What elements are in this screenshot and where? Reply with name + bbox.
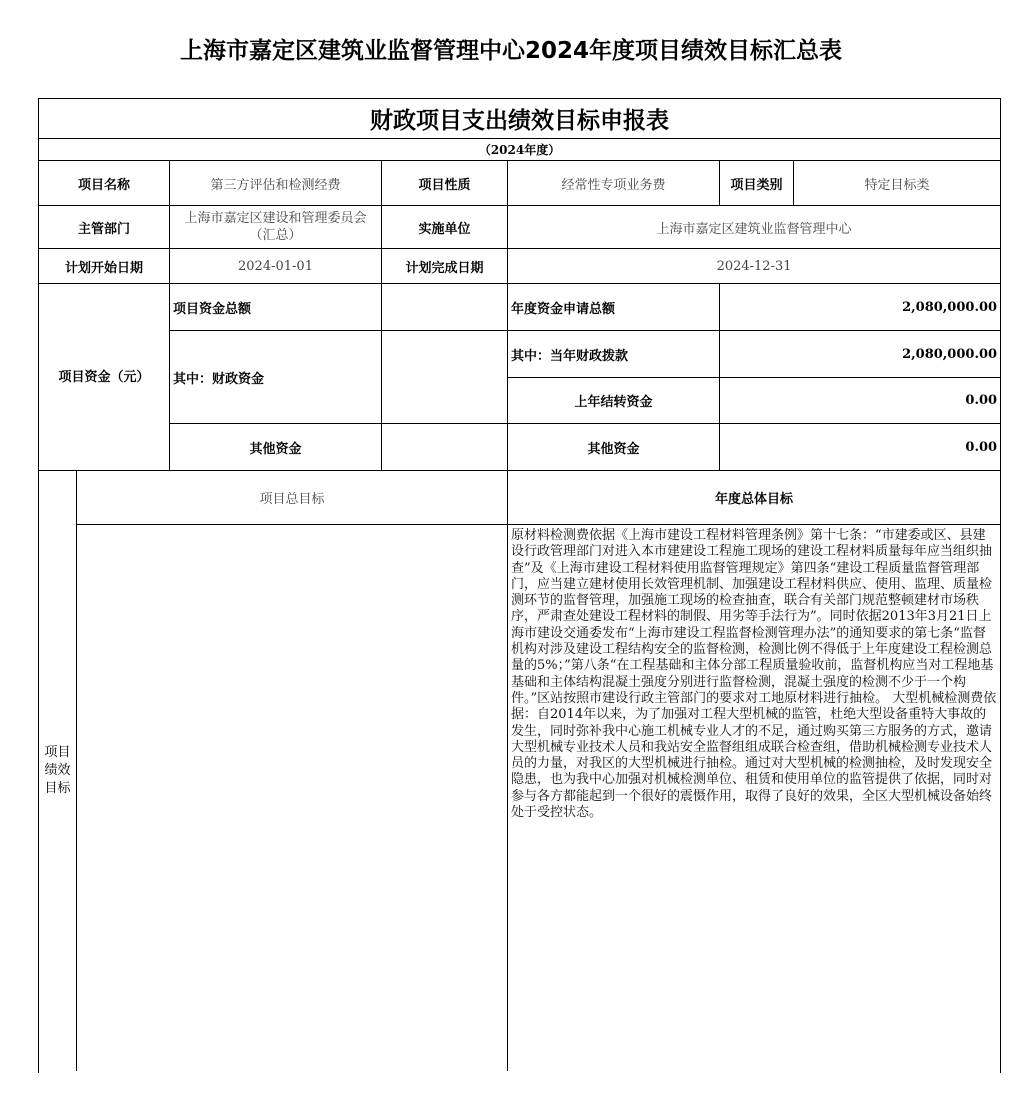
form-year-row <box>39 139 1001 161</box>
end-date-value: 2024-12-31 <box>508 249 1001 284</box>
date-row <box>39 249 1001 284</box>
fiscal-row <box>39 331 1001 378</box>
goals-side-text: 项目绩效目标 <box>44 744 71 796</box>
fund-total-label: 项目资金总额 <box>170 284 382 331</box>
annual-goal-label: 年度总体目标 <box>508 471 1001 525</box>
carryover-label: 上年结转资金 <box>508 378 720 424</box>
impl-label: 实施单位 <box>382 206 508 249</box>
project-nature-value: 经常性专项业务费 <box>508 161 720 206</box>
dept-label: 主管部门 <box>39 206 170 249</box>
department-row <box>39 206 1001 249</box>
current-year-label: 其中：当年财政拨款 <box>508 331 720 378</box>
form-title-row <box>39 99 1001 139</box>
project-type-label: 项目类别 <box>720 161 794 206</box>
start-date-label: 计划开始日期 <box>39 249 170 284</box>
form-year: （2024年度） <box>39 139 1001 161</box>
carryover-value: 0.00 <box>720 378 1001 424</box>
overall-goal-label: 项目总目标 <box>77 471 508 525</box>
impl-value: 上海市嘉定区建筑业监督管理中心 <box>508 206 1001 249</box>
fund-total-row <box>39 284 1001 331</box>
project-nature-label: 项目性质 <box>382 161 508 206</box>
other-funds-label: 其他资金 <box>170 424 382 471</box>
other-funds-value <box>382 424 508 471</box>
form-title: 财政项目支出绩效目标申报表 <box>39 99 1001 139</box>
other-funds-row <box>39 424 1001 471</box>
goals-side-label <box>39 471 77 1071</box>
funds-label: 项目资金（元） <box>39 284 170 471</box>
other-annual-value: 0.00 <box>720 424 1001 471</box>
current-year-value: 2,080,000.00 <box>720 331 1001 378</box>
annual-total-label: 年度资金申请总额 <box>508 284 720 331</box>
goals-body-row <box>39 525 1001 1071</box>
overall-goal-text <box>77 525 508 1071</box>
fiscal-value <box>382 331 508 424</box>
annual-total-value: 2,080,000.00 <box>720 284 1001 331</box>
annual-goal-text: 原材料检测费依据《上海市建设工程材料管理条例》第十七条：“市建委或区、县建设行政管理部门对进入本市建建设工程施工现场的建设工程材料质量每年应当组织抽查”及《上海市建设工程材料使用监督管理规定》第四条“建设工程质量监督管理部门，应当建立建材使用长效管理机制、加强建设工程材料供应、使用、监理、质量检测环节的监督管理，加强施工现场的检查抽查，联合有关部门规范整顿建材市场秩序，严肃查处建设工程材料的制假、用劣等手法行为”。同时依据2013年3月21日上海市建设交通委发布“上海市建设工程监督检测管理办法”的通知要求的第七条“监督机构对涉及建设工程结构安全的监督检测，检测比例不得低于上年度建设工程检测总量的5%；”第八条“在工程基础和主体分部工程质量验收前，监督机构应当对工程地基基础和主体结构混凝土强度分别进行监督检测，混凝土强度的检测不少于一个构件。”区站按照市建设行政主管部门的要求对工地原材料进行抽检。 大型机械检测费依据：自2014年以来，为了加强对工程大型机械的监管，杜绝大型设备重特大事故的发生，同时弥补我中心施工机械专业人才的不足，通过购买第三方服务的方式，邀请大型机械专业技术人员和我站安全监督组组成联合检查组，借助机械检测专业技术人员的力量，对我区的大型机械进行抽检。通过对大型机械的检测抽检，及时发现安全隐患，也为我中心加强对机械检测单位、租赁和使用单位的监管提供了依据，同时对参与各方都能起到一个很好的震慑作用，取得了良好的效果，全区大型机械设备始终处于受控状态。 <box>508 525 1001 1071</box>
other-annual-label: 其他资金 <box>508 424 720 471</box>
page-title: 上海市嘉定区建筑业监督管理中心2024年度项目绩效目标汇总表 <box>179 38 842 64</box>
project-name-row <box>39 161 1001 206</box>
dept-value: 上海市嘉定区建设和管理委员会（汇总） <box>170 206 382 249</box>
project-name-label: 项目名称 <box>39 161 170 206</box>
project-type-value: 特定目标类 <box>794 161 1001 206</box>
start-date-value: 2024-01-01 <box>170 249 382 284</box>
goals-header-row <box>39 471 1001 525</box>
fund-total-value <box>382 284 508 331</box>
end-date-label: 计划完成日期 <box>382 249 508 284</box>
performance-form-table <box>38 98 1001 1071</box>
project-name-value: 第三方评估和检测经费 <box>170 161 382 206</box>
fiscal-label: 其中：财政资金 <box>170 331 382 424</box>
